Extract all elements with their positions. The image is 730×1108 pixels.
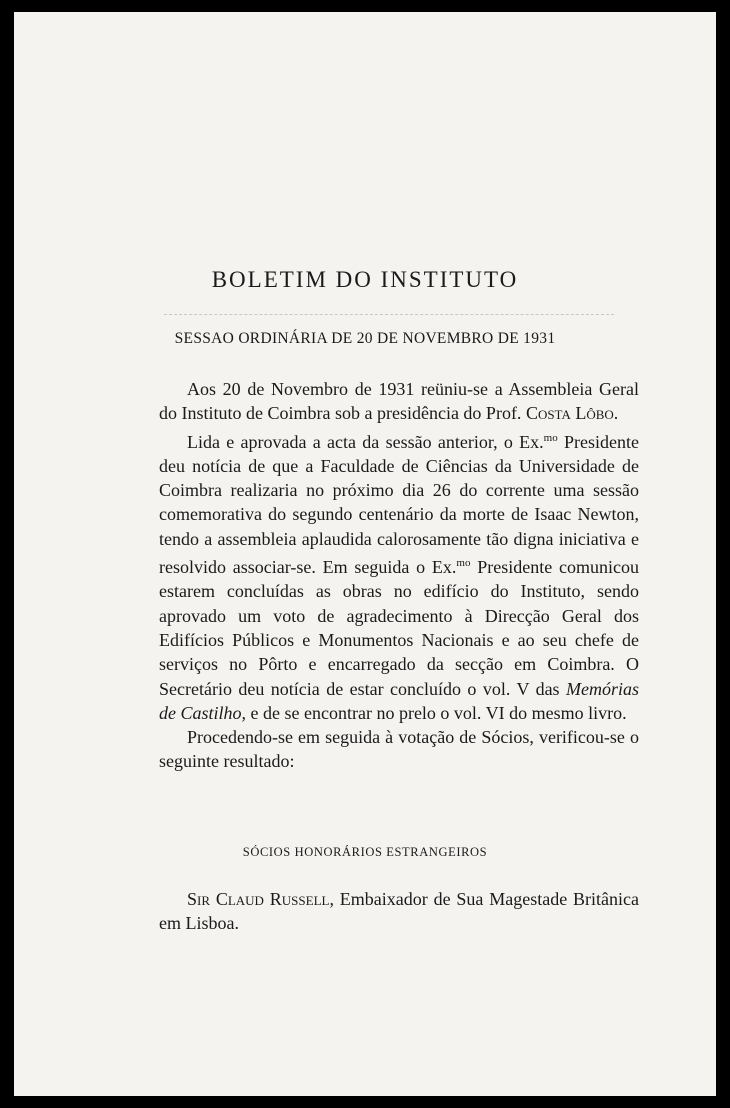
section-heading: SÓCIOS HONORÁRIOS ESTRANGEIROS [242,845,488,859]
header-divider [164,314,614,315]
page-title: BOLETIM DO INSTITUTO [211,267,519,292]
paragraph-proceedings [159,426,639,726]
superscript-abbrev: mo [456,557,471,570]
paragraph-text: . [613,403,619,424]
paragraph-text: Procedendo-se em seguida à votação de Sócios, verificou-se o seguinte resultado: [159,727,639,772]
document-page [14,12,716,1096]
paragraph-opening [159,377,639,426]
minutes-body [159,377,639,774]
paragraph-text: Lida e aprovada a acta da sessão anterior, o Ex. [187,431,544,452]
member-name: Sir Claud Russell [187,889,330,909]
member-entry [159,887,639,936]
paragraph-voting [159,725,639,774]
book-title: Memórias de Castilho, [159,678,639,723]
session-heading: SESSAO ORDINÁRIA DE 20 DE NOVEMBRO DE 1931 [174,330,556,347]
paragraph-text: Presidente comunicou estarem concluídas as obras no edifício do Instituto, sendo aprovado um voto de agradecimento à Direcção Geral dos Edifícios Públicos e Monumentos Nacionais e ao seu chefe de serviços no Pôrto e encarregado da secção em Coimbra. O Secretário deu notícia de estar concluído o vol. V das [159,557,639,699]
paragraph-text: e de se encontrar no prelo o vol. VI do mesmo livro. [246,702,627,723]
member-description: , Embaixador de Sua Magestade Britânica em Lisboa. [159,889,639,934]
paragraph-text: Presidente deu notícia de que a Faculdade de Ciências da Universidade de Coimbra realizaria no próximo dia 26 do corrente uma sessão comemorativa do segundo centenário da morte de Isaac Newton, tendo a assembleia aplaudida calorosamente tão digna iniciativa e resolvido associar-se. Em seguida o Ex. [159,431,639,578]
president-name: Costa Lôbo [525,403,614,424]
superscript-abbrev: mo [543,431,558,444]
paragraph-text: Aos 20 de Novembro de 1931 reüniu-se a Assembleia Geral do Instituto de Coimbra sob a presidência do Prof. [159,379,639,424]
